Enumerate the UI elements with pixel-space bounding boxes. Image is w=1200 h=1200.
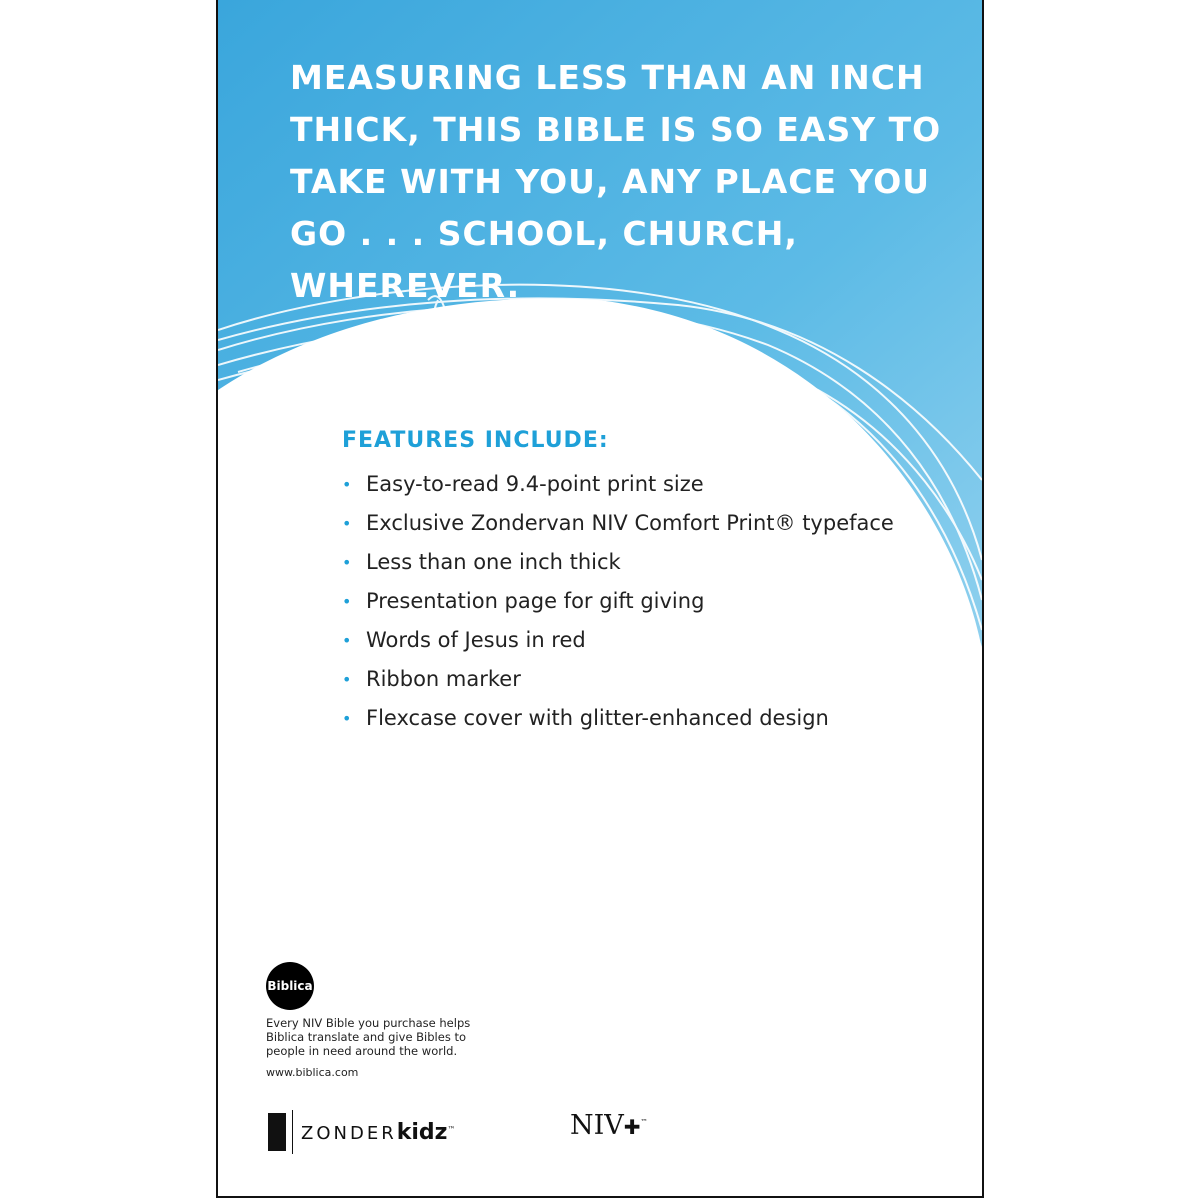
feature-text: Ribbon marker: [366, 667, 521, 691]
bullet-icon: •: [342, 592, 352, 611]
feature-text: Flexcase cover with glitter-enhanced design: [366, 706, 829, 730]
feature-item: [342, 504, 894, 543]
biblica-text: Every NIV Bible you purchase helps Biblica translate and give Bibles to people in need around the world.: [266, 1016, 471, 1058]
niv-cross-icon: ✚: [623, 1115, 641, 1139]
bullet-icon: •: [342, 709, 352, 728]
feature-item: [342, 660, 894, 699]
feature-item: [342, 621, 894, 660]
trademark: ™: [447, 1124, 459, 1134]
feature-item: [342, 543, 894, 582]
bullet-icon: •: [342, 631, 352, 650]
bullet-icon: •: [342, 475, 352, 494]
wordmark-part2: kidz: [396, 1119, 448, 1145]
headline: MEASURING LESS THAN AN INCH THICK, THIS BIBLE IS SO EASY TO TAKE WITH YOU, ANY PLACE YOU GO . . . SCHOOL, CHURCH, WHEREVER.: [290, 58, 942, 305]
feature-item: [342, 465, 894, 504]
feature-item: [342, 699, 894, 738]
feature-text: Exclusive Zondervan NIV Comfort Print® typeface: [366, 511, 894, 535]
features-section: [342, 428, 894, 738]
biblica-logo: Biblica: [266, 962, 314, 1010]
feature-text: Less than one inch thick: [366, 550, 621, 574]
bullet-icon: •: [342, 514, 352, 533]
biblica-url: www.biblica.com: [266, 1066, 359, 1079]
bullet-icon: •: [342, 553, 352, 572]
wordmark-part1: ZONDER: [301, 1122, 397, 1144]
features-title: FEATURES INCLUDE:: [342, 428, 609, 453]
niv-wordmark: NIV: [570, 1110, 624, 1141]
book-back-cover: [216, 0, 984, 1198]
biblica-block: [266, 962, 486, 1079]
feature-text: Words of Jesus in red: [366, 628, 586, 652]
zondervan-mark-icon: [268, 1113, 286, 1151]
trademark: ™: [640, 1118, 648, 1126]
zonderkidz-logo: [268, 1110, 458, 1154]
feature-text: Presentation page for gift giving: [366, 589, 705, 613]
features-list: [342, 465, 894, 738]
niv-logo: [570, 1110, 648, 1141]
divider: [292, 1110, 293, 1154]
feature-text: Easy-to-read 9.4-point print size: [366, 472, 704, 496]
bullet-icon: •: [342, 670, 352, 689]
zonderkidz-wordmark: [301, 1120, 458, 1145]
feature-item: [342, 582, 894, 621]
